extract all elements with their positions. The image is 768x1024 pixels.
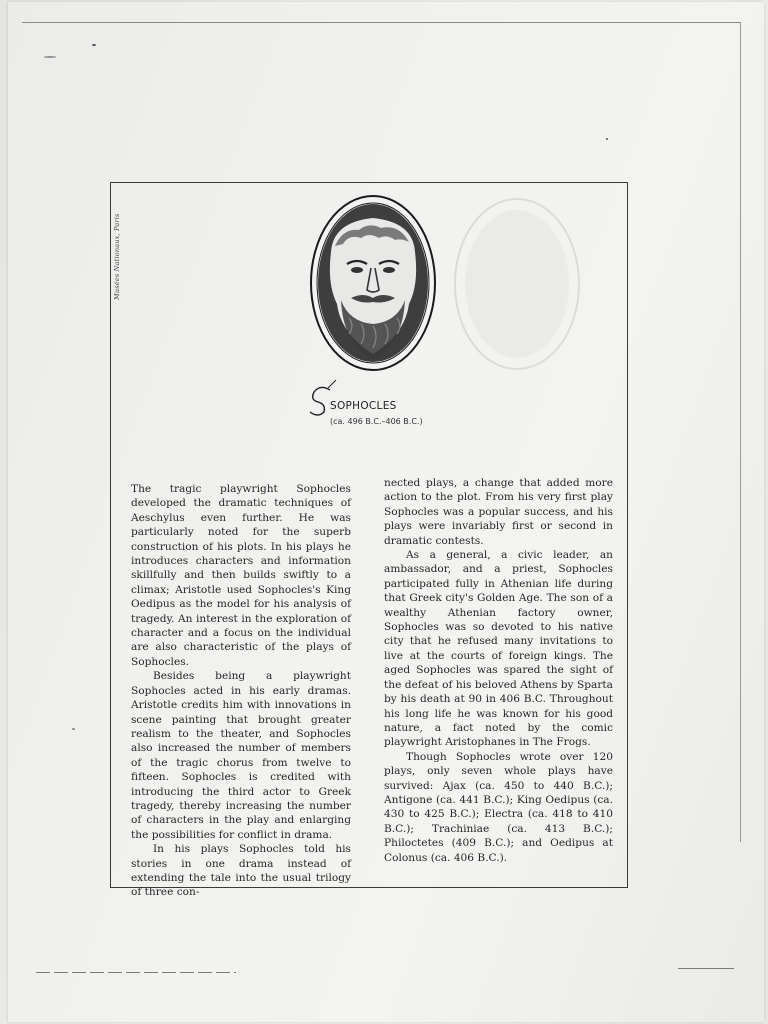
paragraph: In his plays Sophocles told his stories in one drama instead of extending the tale into the usual trilogy of three con- — [131, 843, 351, 899]
right-text-column — [384, 476, 613, 865]
paragraph: Besides being a playwright Sophocles acted in his early dramas. Aristotle credits him with innovations in scene painting that brought greater realism to the theater, and Sophocles also increased the number of members of the tragic chorus from twelve to fifteen. Sophocles is credited with introducing the third actor to Greek tragedy, thereby increasing the number of characters in the play and enlarging the possibilities for conflict in drama. — [131, 670, 351, 841]
paragraph: nected plays, a change that added more action to the plot. From his very first play Sophocles was a popular success, and his plays were invariably first or second in dramatic contests. — [384, 477, 613, 547]
speck — [44, 56, 56, 58]
speck — [606, 138, 608, 140]
sophocles-portrait — [309, 194, 437, 372]
speck — [72, 728, 75, 730]
speck — [92, 44, 96, 46]
paragraph: Though Sophocles wrote over 120 plays, only seven whole plays have survived: Ajax (ca. 450 to 440 B.C.); Antigone (ca. 441 B.C.); King Oedipus (ca. 430 to 425 B.C.); Electra (ca. 418 to 410 B.C.); Trachiniae (ca. 413 B.C.); Philoctetes (409 B.C.); and Oedipus at Colonus (ca. 406 B.C.). — [384, 750, 613, 864]
bleed-through-portrait — [452, 196, 582, 372]
photocopy-edge-bottom — [36, 972, 236, 973]
left-text-column — [131, 482, 351, 900]
life-dates: (ca. 496 B.C.–406 B.C.) — [330, 417, 423, 426]
page-title: SOPHOCLES — [330, 400, 397, 412]
paragraph: As a general, a civic leader, an ambassador, and a priest, Sophocles participated fully in Athenian life during that Greek city's Golden Age. The son of a wealthy Athenian factory owner, Sophocles was so devoted to his native city that he refused many invitations to live at the courts of foreign kings. The aged Sophocles was spared the sight of the defeat of his beloved Athens by Sparta by his death at 90 in 406 B.C. Throughout his long life he was known for his good nature, a fact noted by the comic playwright Aristophanes in The Frogs. — [384, 549, 613, 749]
title-block — [308, 370, 508, 430]
paragraph: The tragic playwright Sophocles developed the dramatic techniques of Aeschylus even further. He was particularly noted for the superb construction of his plots. In his plays he introduces characters and information skillfully and then builds swiftly to a climax; Aristotle used Sophocles's King Oedipus as the model for his analysis of tragedy. An interest in the exploration of character and a focus on the individual are also characteristic of the plays of Sophocles. — [131, 483, 351, 668]
photocopy-edge-bottom-right — [678, 968, 734, 969]
photo-credit: Musées Nationaux, Paris — [113, 213, 121, 300]
photocopy-edge-top — [22, 22, 740, 23]
photocopy-edge-right — [740, 22, 741, 842]
